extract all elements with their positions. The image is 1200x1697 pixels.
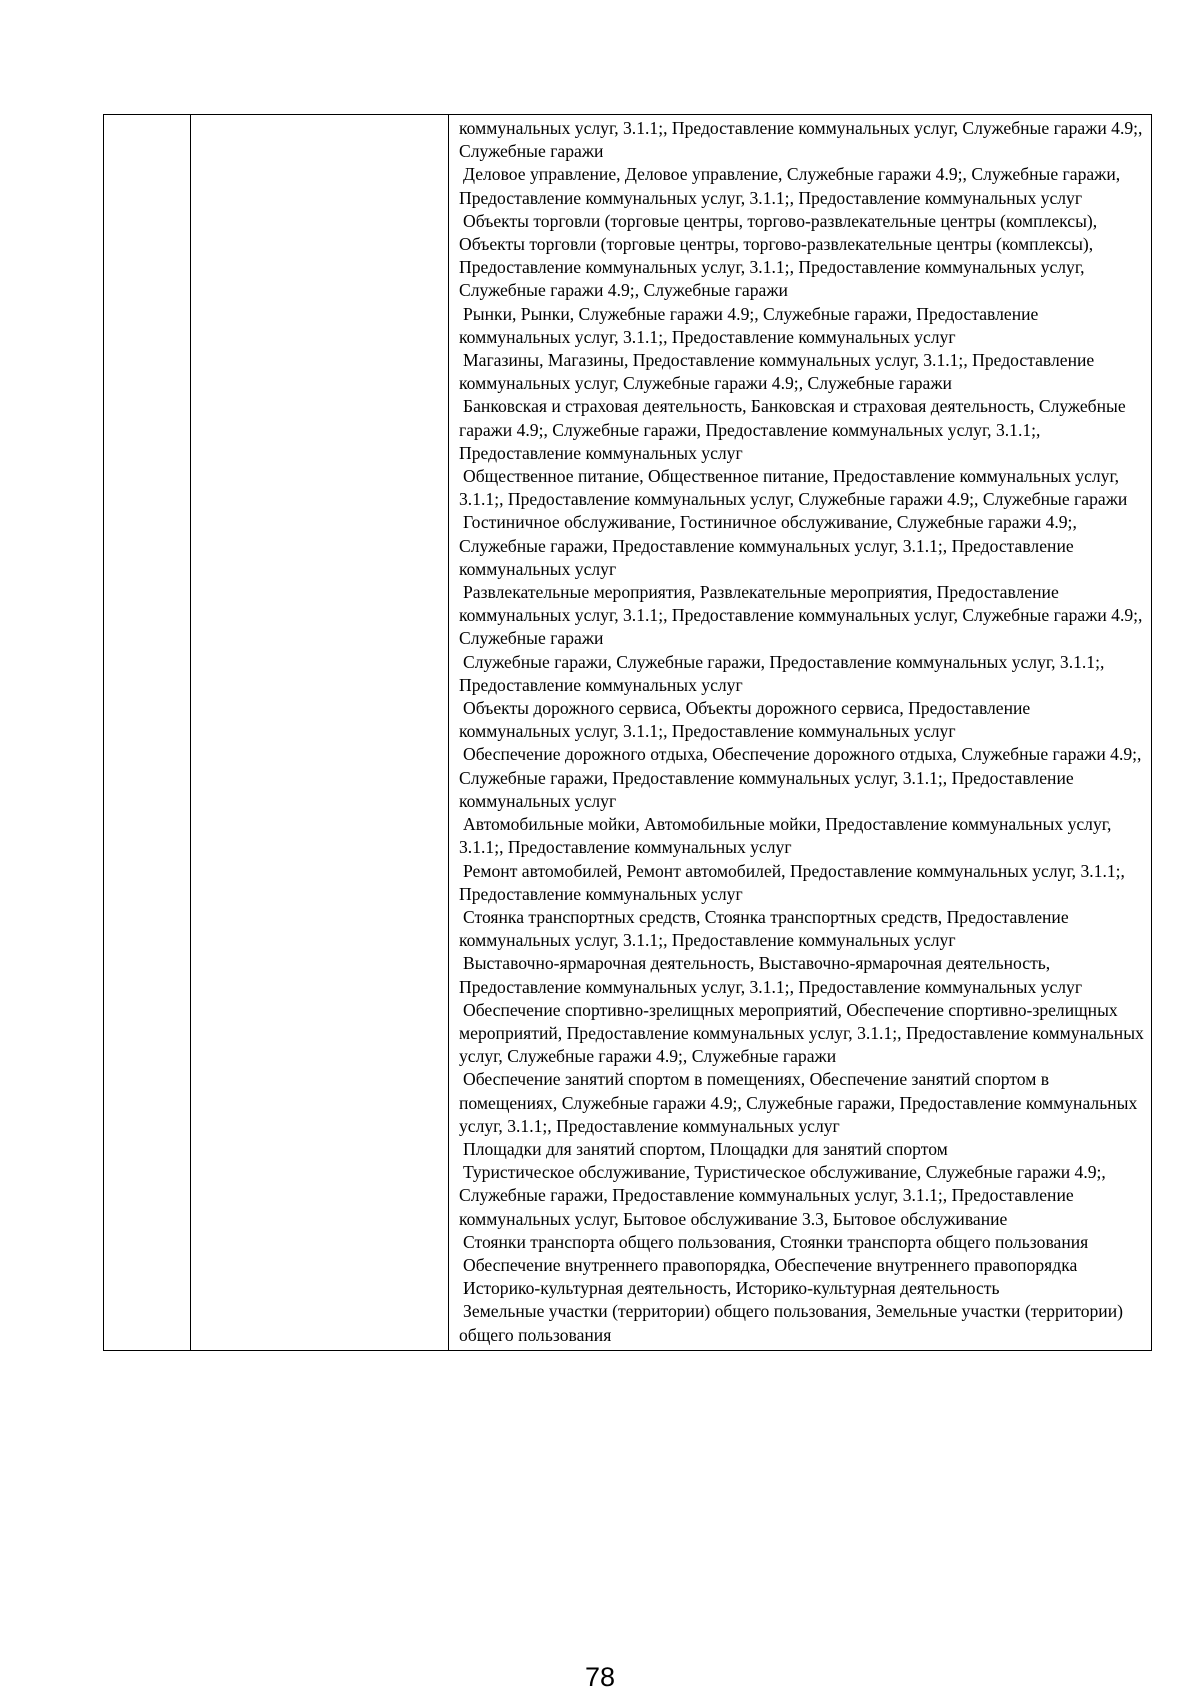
list-item: Банковская и страховая деятельность, Банковская и страховая деятельность, Служебные гаражи 4.9;, Служебные гаражи, Предоставление коммунальных услуг, 3.1.1;, Предоставление коммунальных услуг	[459, 396, 1126, 463]
list-item: Общественное питание, Общественное питание, Предоставление коммунальных услуг, 3.1.1;, Предоставление коммунальных услуг, Служебные гаражи 4.9;, Служебные гаражи	[459, 466, 1128, 510]
permitted-uses-list	[449, 115, 1151, 1350]
list-item: Магазины, Магазины, Предоставление коммунальных услуг, 3.1.1;, Предоставление коммунальных услуг, Служебные гаражи 4.9;, Служебные гаражи	[459, 350, 1095, 394]
list-item: Объекты дорожного сервиса, Объекты дорожного сервиса, Предоставление коммунальных услуг, 3.1.1;, Предоставление коммунальных услуг	[459, 698, 1031, 742]
list-item: Ремонт автомобилей, Ремонт автомобилей, Предоставление коммунальных услуг, 3.1.1;, Предоставление коммунальных услуг	[459, 860, 1125, 904]
list-item: Выставочно-ярмарочная деятельность, Выставочно-ярмарочная деятельность, Предоставление коммунальных услуг, 3.1.1;, Предоставление коммунальных услуг	[459, 953, 1083, 997]
list-item: Туристическое обслуживание, Туристическое обслуживание, Служебные гаражи 4.9;, Служебные гаражи, Предоставление коммунальных услуг, 3.1.1;, Предоставление коммунальных услуг, Бытовое обслуживание 3.3, Бытовое обслуживание	[459, 1162, 1106, 1229]
list-item: Обеспечение занятий спортом в помещениях, Обеспечение занятий спортом в помещениях, Служебные гаражи 4.9;, Служебные гаражи, Предоставление коммунальных услуг, 3.1.1;, Предоставление коммунальных услуг	[459, 1069, 1138, 1136]
list-item: Обеспечение дорожного отдыха, Обеспечение дорожного отдыха, Служебные гаражи 4.9;, Служебные гаражи, Предоставление коммунальных услуг, 3.1.1;, Предоставление коммунальных услуг	[459, 744, 1142, 811]
table-cell-col1	[104, 115, 191, 1351]
list-item: Земельные участки (территории) общего пользования, Земельные участки (территории) общего пользования	[459, 1301, 1123, 1345]
list-item: Деловое управление, Деловое управление, Служебные гаражи 4.9;, Служебные гаражи, Предоставление коммунальных услуг, 3.1.1;, Предоставление коммунальных услуг	[459, 164, 1121, 208]
table-cell-uses	[449, 115, 1152, 1351]
list-item: Рынки, Рынки, Служебные гаражи 4.9;, Служебные гаражи, Предоставление коммунальных услуг, 3.1.1;, Предоставление коммунальных услуг	[459, 303, 1039, 347]
list-item: Автомобильные мойки, Автомобильные мойки, Предоставление коммунальных услуг, 3.1.1;, Предоставление коммунальных услуг	[459, 814, 1112, 858]
list-item: Служебные гаражи, Служебные гаражи, Предоставление коммунальных услуг, 3.1.1;, Предоставление коммунальных услуг	[459, 651, 1105, 695]
list-item: Стоянка транспортных средств, Стоянка транспортных средств, Предоставление коммунальных услуг, 3.1.1;, Предоставление коммунальных услуг	[459, 906, 1069, 951]
land-use-table	[103, 114, 1152, 1351]
list-item: Историко-культурная деятельность, Историко-культурная деятельность	[463, 1278, 1000, 1299]
table-cell-col2	[191, 115, 449, 1351]
list-item: Объекты торговли (торговые центры, торгово-развлекательные центры (комплексы), Объекты торговли (торговые центры, торгово-развлекательные центры (комплексы), Предоставление коммунальных услуг, 3.1.1;, Предоставление коммунальных услуг, Служебные гаражи 4.9;, Служебные гаражи	[459, 210, 1098, 301]
list-item: Стоянки транспорта общего пользования, Стоянки транспорта общего пользования	[463, 1231, 1089, 1252]
list-item: Обеспечение внутреннего правопорядка, Обеспечение внутреннего правопорядка	[463, 1254, 1078, 1275]
list-item: Обеспечение спортивно-зрелищных мероприятий, Обеспечение спортивно-зрелищных мероприятий, Предоставление коммунальных услуг, 3.1.1;, Предоставление коммунальных услуг, Служебные гаражи 4.9;, Служебные гаражи	[459, 999, 1144, 1067]
list-item: Площадки для занятий спортом, Площадки для занятий спортом	[463, 1138, 948, 1159]
table-row	[104, 115, 1152, 1351]
list-item: Развлекательные мероприятия, Развлекательные мероприятия, Предоставление коммунальных услуг, 3.1.1;, Предоставление коммунальных услуг, Служебные гаражи 4.9;, Служебные гаражи	[459, 582, 1143, 649]
list-item: Гостиничное обслуживание, Гостиничное обслуживание, Служебные гаражи 4.9;, Служебные гаражи, Предоставление коммунальных услуг, 3.1.1;, Предоставление коммунальных услуг	[459, 512, 1077, 579]
list-item: коммунальных услуг, 3.1.1;, Предоставление коммунальных услуг, Служебные гаражи 4.9;, Служебные гаражи	[459, 118, 1143, 162]
page-number: 78	[584, 1662, 616, 1692]
